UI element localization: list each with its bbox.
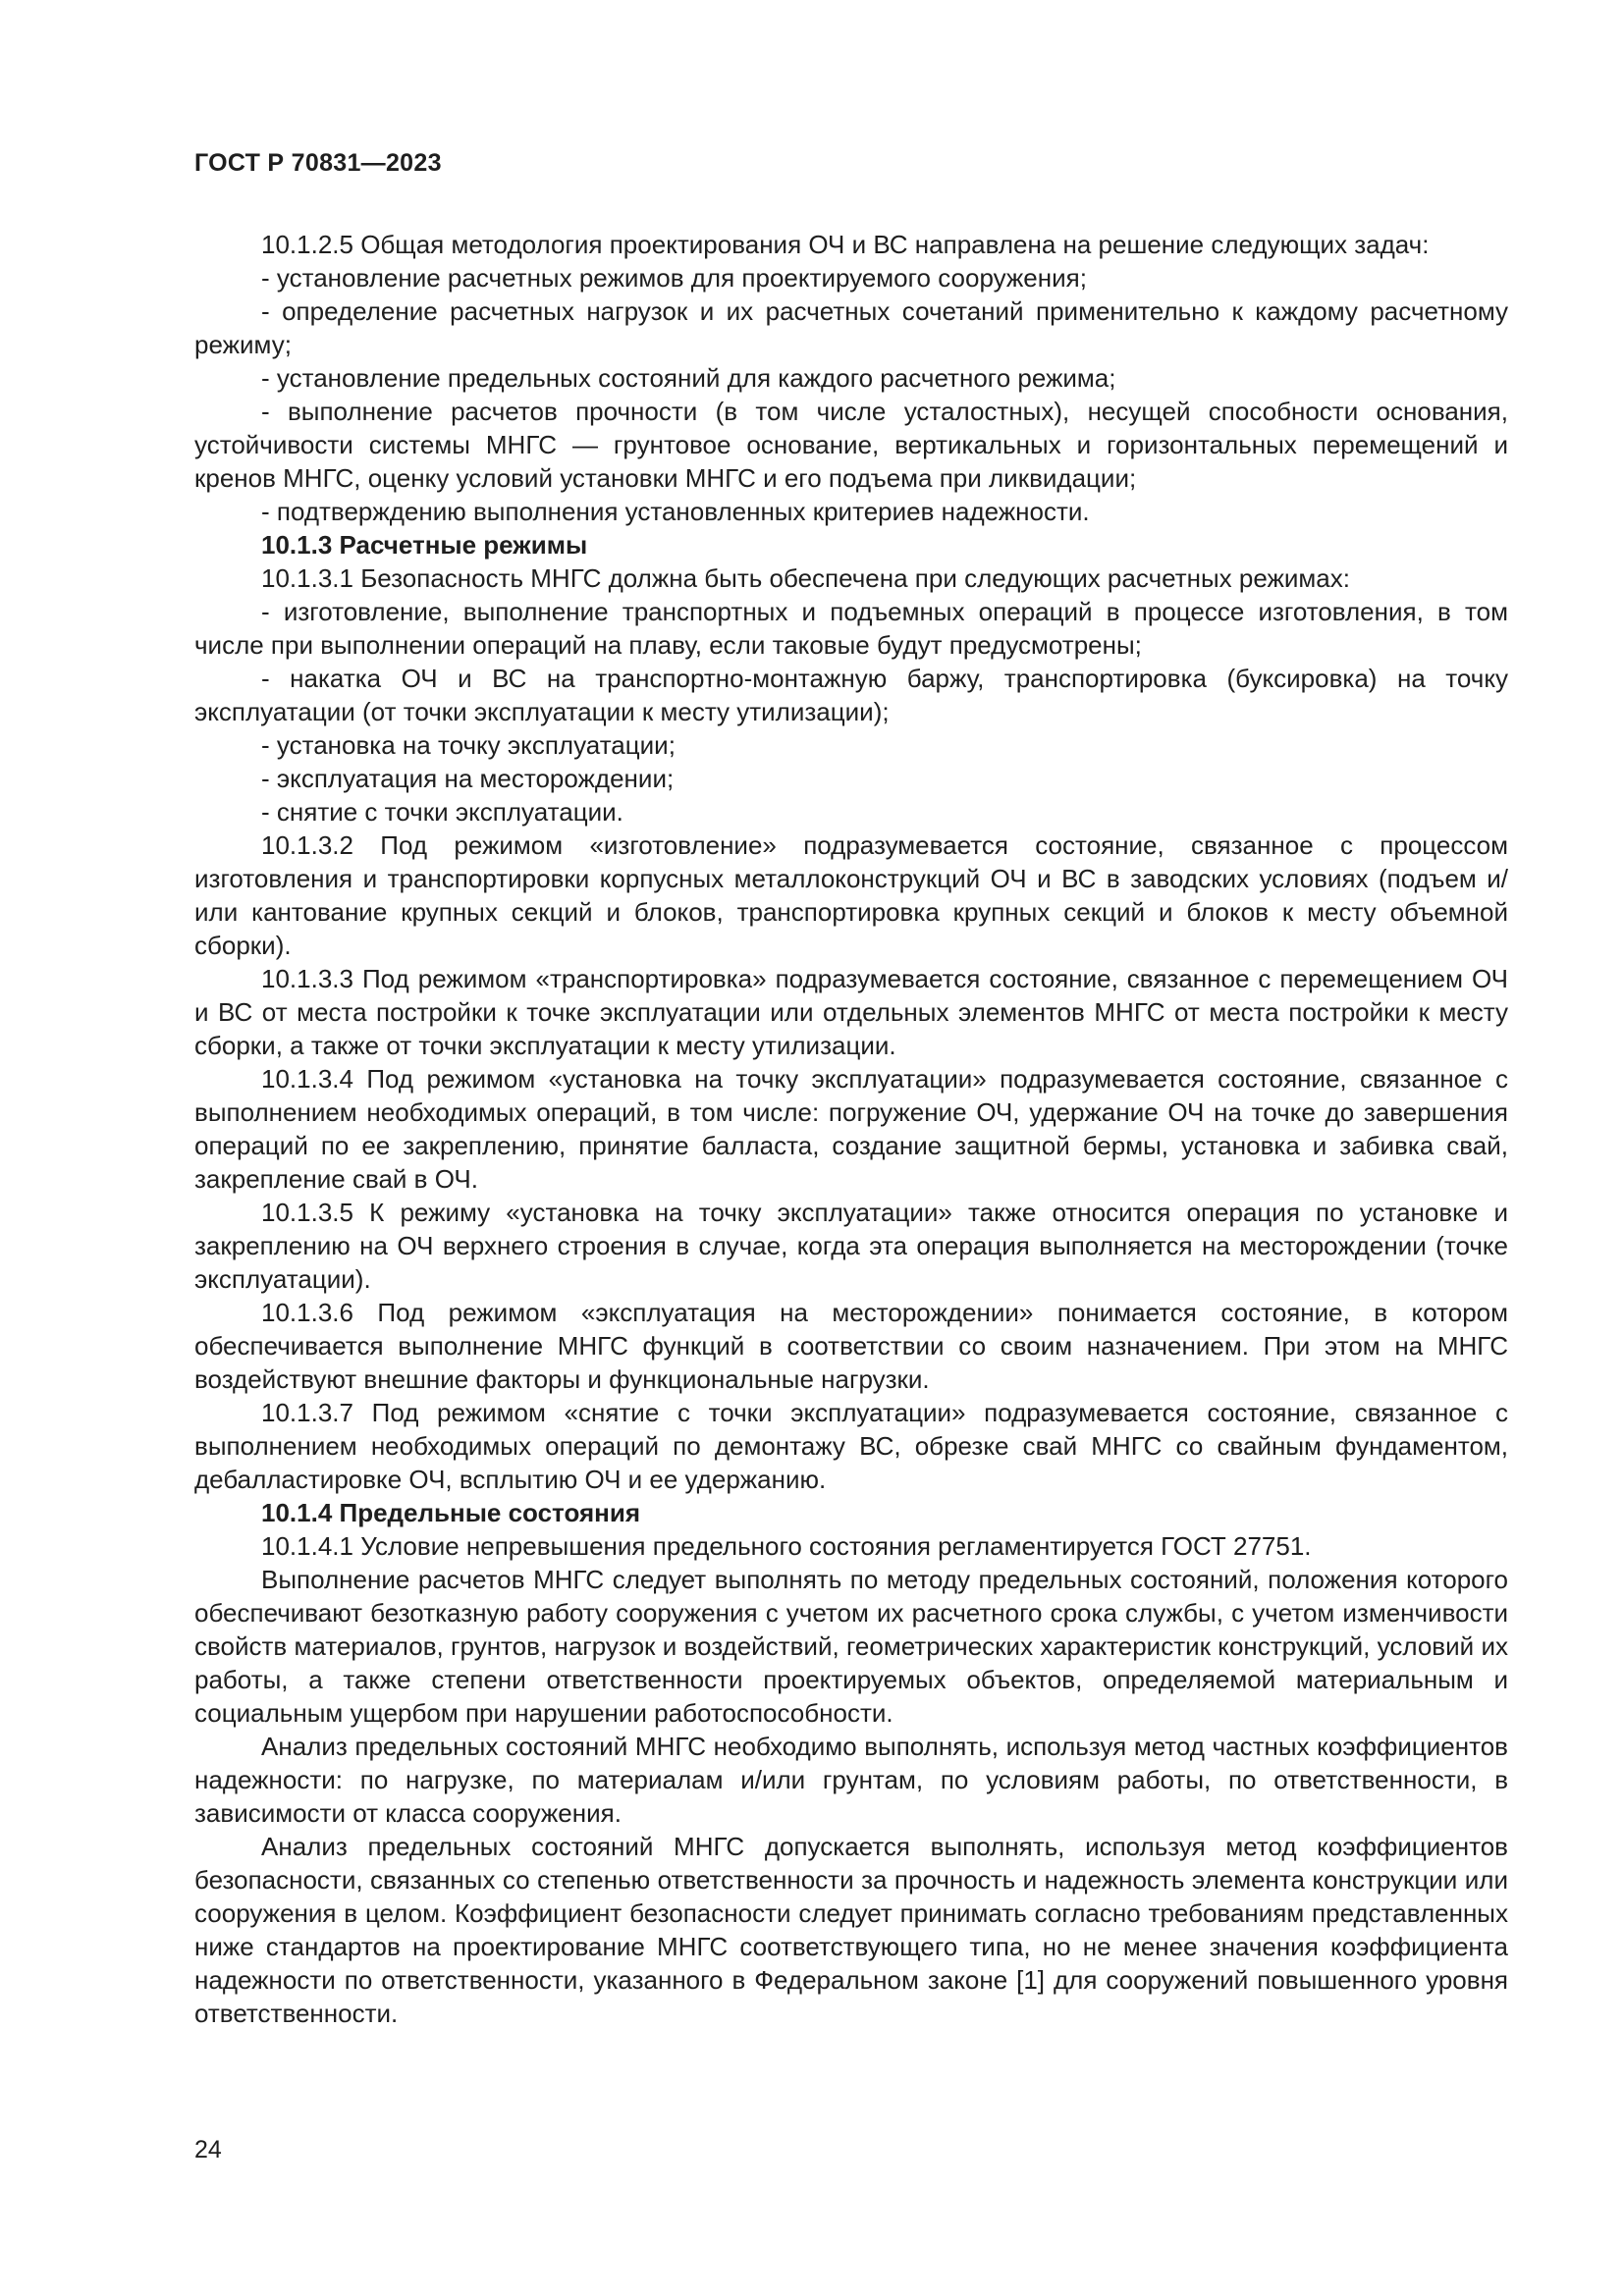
list-item: - выполнение расчетов прочности (в том числе усталостных), несущей способности основания, устойчивости системы МНГС — грунтовое основание, вертикальных и горизонтальных перемещений и кренов МНГС, оценку условий установки МНГС и его подъема при ликвидации; — [194, 397, 1508, 493]
paragraph-10-1-3-3: 10.1.3.3 Под режимом «транспортировка» подразумевается состояние, связанное с перемещением ОЧ и ВС от места постройки к точке эксплуатации или отдельных элементов МНГС от места постройки к месту сборки, а также от точки эксплуатации к месту утилизации. — [194, 964, 1508, 1060]
list-item: - эксплуатация на месторождении; — [261, 764, 675, 793]
list-item: - накатка ОЧ и ВС на транспортно-монтажную баржу, транспортировка (буксировка) на точку эксплуатации (от точки эксплуатации к месту утилизации); — [194, 664, 1508, 726]
list-item: - снятие с точки эксплуатации. — [261, 797, 623, 827]
section-heading-10-1-3: 10.1.3 Расчетные режимы — [261, 530, 588, 560]
document-code: ГОСТ Р 70831—2023 — [194, 149, 442, 177]
paragraph-10-1-3-6: 10.1.3.6 Под режимом «эксплуатация на месторождении» понимается состояние, в котором обеспечивается выполнение МНГС функций в соответствии со своим назначением. При этом на МНГС воздействуют внешние факторы и функциональные нагрузки. — [194, 1298, 1508, 1394]
paragraph-10-1-2-5: 10.1.2.5 Общая методология проектирования ОЧ и ВС направлена на решение следующих задач: — [261, 230, 1430, 259]
list-item: - установка на точку эксплуатации; — [261, 730, 676, 760]
paragraph-limit-states-method: Выполнение расчетов МНГС следует выполнять по методу предельных состояний, положения которого обеспечивают безотказную работу сооружения с учетом их расчетного срока службы, с учетом изменчивости свойств материалов, грунтов, нагрузок и воздействий, геометрических характеристик конструкций, условий их работы, а также степени ответственности проектируемых объектов, определяемой материальным и социальным ущербом при нарушении работоспособности. — [194, 1565, 1508, 1728]
paragraph-partial-factors: Анализ предельных состояний МНГС необходимо выполнять, используя метод частных коэффициентов надежности: по нагрузке, по материалам и/или грунтам, по условиям работы, по ответственности, в зависимости от класса сооружения. — [194, 1732, 1508, 1828]
paragraph-10-1-3-4: 10.1.3.4 Под режимом «установка на точку эксплуатации» подразумевается состояние, связанное с выполнением необходимых операций, в том числе: погружение ОЧ, удержание ОЧ на точке до завершения операций по ее закреплению, принятие балласта, создание защитной бермы, установка и забивка свай, закрепление свай в ОЧ. — [194, 1064, 1508, 1194]
page-number: 24 — [194, 2136, 222, 2163]
paragraph-safety-factors: Анализ предельных состояний МНГС допускается выполнять, используя метод коэффициентов безопасности, связанных со степенью ответственности за прочность и надежность элемента конструкции или сооружения в целом. Коэффициент безопасности следует принимать согласно требованиям представленных ниже стандартов на проектирование МНГС соответствующего типа, но не менее значения коэффициента надежности по ответственности, указанного в Федеральном законе [1] для сооружений повышенного уровня ответственности. — [194, 1832, 1508, 2028]
paragraph-10-1-3-2: 10.1.3.2 Под режимом «изготовление» подразумевается состояние, связанное с процессом изготовления и транспортировки корпусных металлоконструкций ОЧ и ВС в заводских условиях (подъем и/или кантование крупных секций и блоков, транспортировка крупных секций и блоков к месту объемной сборки). — [194, 830, 1508, 960]
paragraph-10-1-3-7: 10.1.3.7 Под режимом «снятие с точки эксплуатации» подразумевается состояние, связанное с выполнением необходимых операций по демонтажу ВС, обрезке свай МНГС со свайным фундаментом, дебалластировке ОЧ, всплытию ОЧ и ее удержанию. — [194, 1398, 1508, 1494]
list-item: - установление предельных состояний для каждого расчетного режима; — [261, 363, 1116, 393]
paragraph-10-1-4-1: 10.1.4.1 Условие непревышения предельного состояния регламентируется ГОСТ 27751. — [261, 1531, 1312, 1561]
paragraph-10-1-3-1: 10.1.3.1 Безопасность МНГС должна быть обеспечена при следующих расчетных режимах: — [261, 563, 1350, 593]
paragraph-10-1-3-5: 10.1.3.5 К режиму «установка на точку эксплуатации» также относится операция по установке и закреплению на ОЧ верхнего строения в случае, когда эта операция выполняется на месторождении (точке эксплуатации). — [194, 1198, 1508, 1294]
list-item: - определение расчетных нагрузок и их расчетных сочетаний применительно к каждому расчетному режиму; — [194, 296, 1508, 359]
list-item: - подтверждению выполнения установленных критериев надежности. — [261, 497, 1090, 526]
section-heading-10-1-4: 10.1.4 Предельные состояния — [261, 1498, 641, 1527]
page-body — [194, 228, 1508, 2030]
list-item: - изготовление, выполнение транспортных и подъемных операций в процессе изготовления, в том числе при выполнении операций на плаву, если таковые будут предусмотрены; — [194, 597, 1508, 660]
list-item: - установление расчетных режимов для проектируемого сооружения; — [261, 263, 1087, 293]
